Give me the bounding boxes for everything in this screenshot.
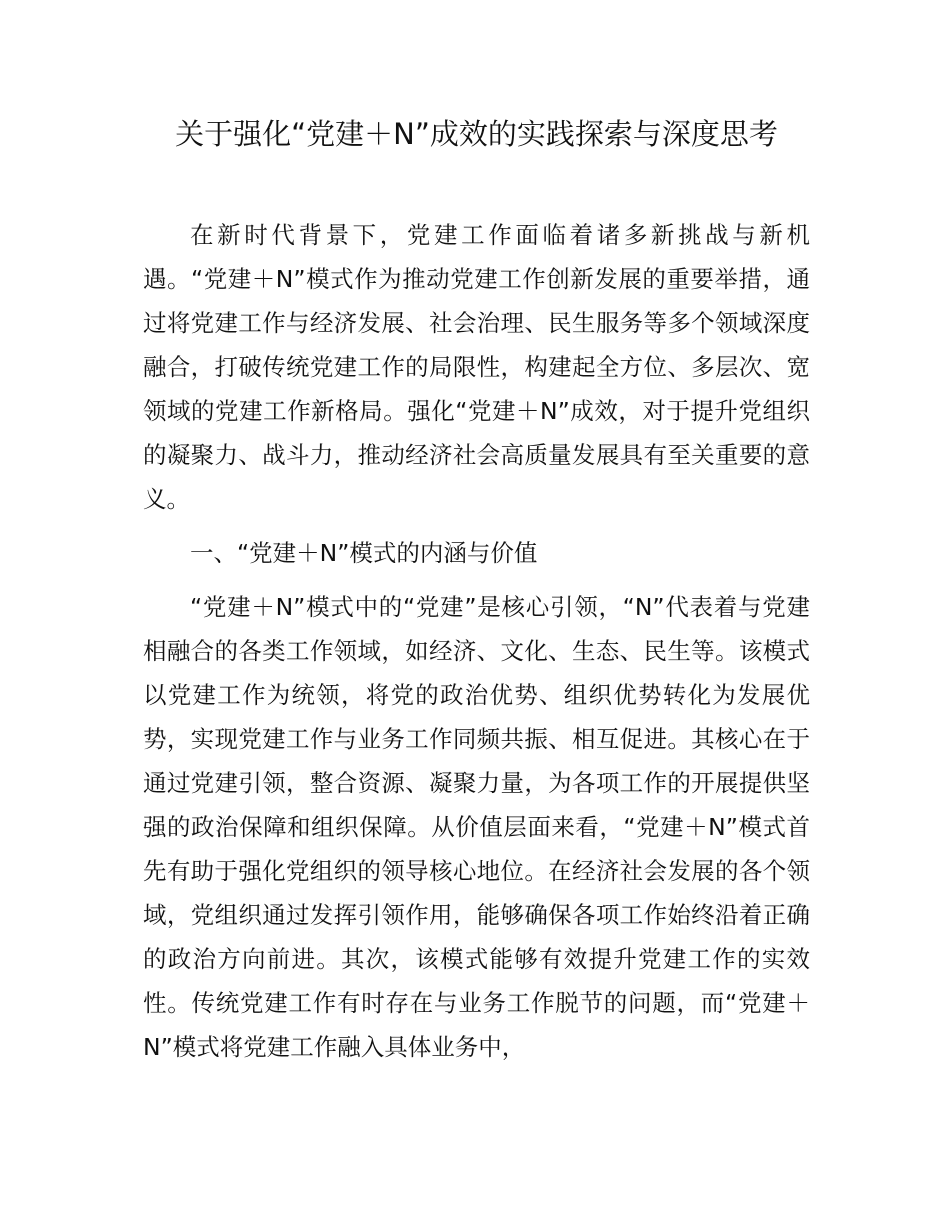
document-body <box>143 213 810 1069</box>
section-heading: 一、“党建＋N”模式的内涵与价值 <box>190 539 538 567</box>
document-title: 关于强化“党建＋N”成效的实践探索与深度思考 <box>175 117 778 151</box>
section-paragraph: “党建＋N”模式中的“党建”是核心引领，“N”代表着与党建相融合的各类工作领域，如经济、文化、生态、民生等。该模式以党建工作为统领，将党的政治优势、组织优势转化为发展优势，实现党建工作与业务工作同频共振、相互促进。其核心在于通过党建引领，整合资源、凝聚力量，为各项工作的开展提供坚强的政治保障和组织保障。从价值层面来看，“党建＋N”模式首先有助于强化党组织的领导核心地位。在经济社会发展的各个领域，党组织通过发挥引领作用，能够确保各项工作始终沿着正确的政治方向前进。其次，该模式能够有效提升党建工作的实效性。传统党建工作有时存在与业务工作脱节的问题，而“党建＋N”模式将党建工作融入具体业务中， <box>143 593 810 1061</box>
intro-paragraph: 在新时代背景下，党建工作面临着诸多新挑战与新机遇。“党建＋N”模式作为推动党建工作创新发展的重要举措，通过将党建工作与经济发展、社会治理、民生服务等多个领域深度融合，打破传统党建工作的局限性，构建起全方位、多层次、宽领域的党建工作新格局。强化“党建＋N”成效，对于提升党组织的凝聚力、战斗力，推动经济社会高质量发展具有至关重要的意义。 <box>143 221 810 513</box>
